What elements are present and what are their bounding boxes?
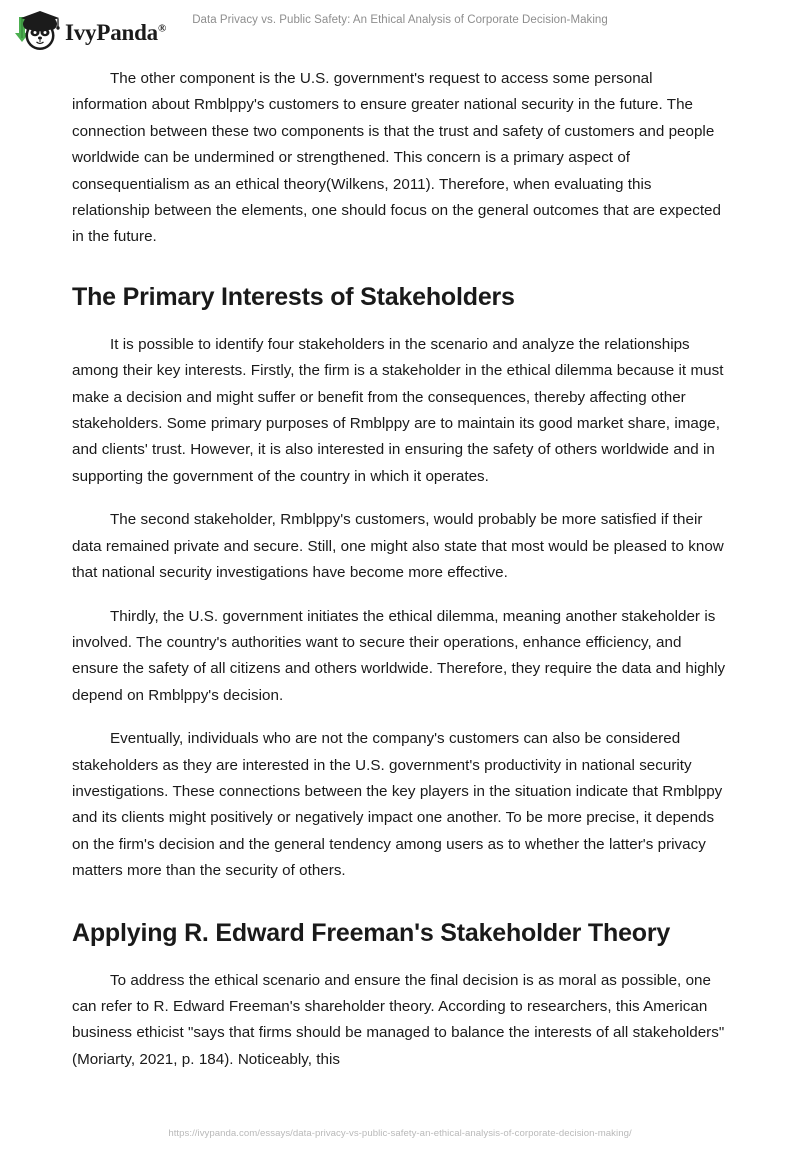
- registered-mark: ®: [157, 21, 167, 34]
- brand-name-text: IvyPanda: [65, 19, 158, 45]
- section-heading: The Primary Interests of Stakeholders: [72, 282, 515, 311]
- body-paragraph: It is possible to identify four stakeholders in the scenario and analyze the relationships among their key interests. Firstly, the firm is a stakeholder in the ethical dilemma because it must make a decision and might suffer or benefit from the consequences, thereby affecting other stakeholders. Some primary purposes of Rmblppy are to maintain its good market share, image, and clients' trust. However, it is also interested in ensuring the safety of others worldwide and in supporting the government of the country in which it operates.: [72, 335, 724, 485]
- body-paragraph: The other component is the U.S. government's request to access some personal information about Rmblppy's customers to ensure greater national security in the future. The connection between these two components is that the trust and safety of customers and people worldwide can be undermined or strengthened. This concern is a primary aspect of consequentialism as an ethical theory(Wilkens, 2011). Therefore, when evaluating this relationship between the elements, one should focus on the general outcomes that are expected in the future.: [72, 70, 721, 246]
- body-paragraph: Eventually, individuals who are not the company's customers can also be considered stakeholders as they are interested in the U.S. government's productivity in national security investigations. These connections between the key players in the situation indicate that Rmblppy and its clients might positively or negatively impact one another. To be more precise, it depends on the firm's decision and the general tendency among users as to whether the latter's privacy matters more than the security of others.: [72, 730, 723, 880]
- body-paragraph: The second stakeholder, Rmblppy's customers, would probably be more satisfied if their data remained private and secure. Still, one might also state that most would be pleased to know that national security investigations have become more effective.: [72, 511, 724, 582]
- document-title: Data Privacy vs. Public Safety: An Ethical Analysis of Corporate Decision-Making: [192, 14, 608, 26]
- document-body: [72, 66, 728, 1090]
- section-heading: Applying R. Edward Freeman's Stakeholder Theory: [72, 918, 671, 947]
- body-paragraph: To address the ethical scenario and ensure the final decision is as moral as possible, one can refer to R. Edward Freeman's shareholder theory. According to researchers, this American business ethicist "says that firms should be managed to balance the interests of all stakeholders" (Moriarty, 2021, p. 184). Noticeably, this: [72, 971, 725, 1068]
- footer-source-url[interactable]: https://ivypanda.com/essays/data-privacy-vs-public-safety-an-ethical-analysis-of-corporate-decision-making/: [168, 1128, 632, 1139]
- body-paragraph: Thirdly, the U.S. government initiates the ethical dilemma, meaning another stakeholder is involved. The country's authorities want to secure their operations, enhance efficiency, and ensure the safety of all citizens and others worldwide. Therefore, they require the data and highly depend on Rmblppy's decision.: [72, 607, 726, 704]
- page-header: [0, 0, 800, 58]
